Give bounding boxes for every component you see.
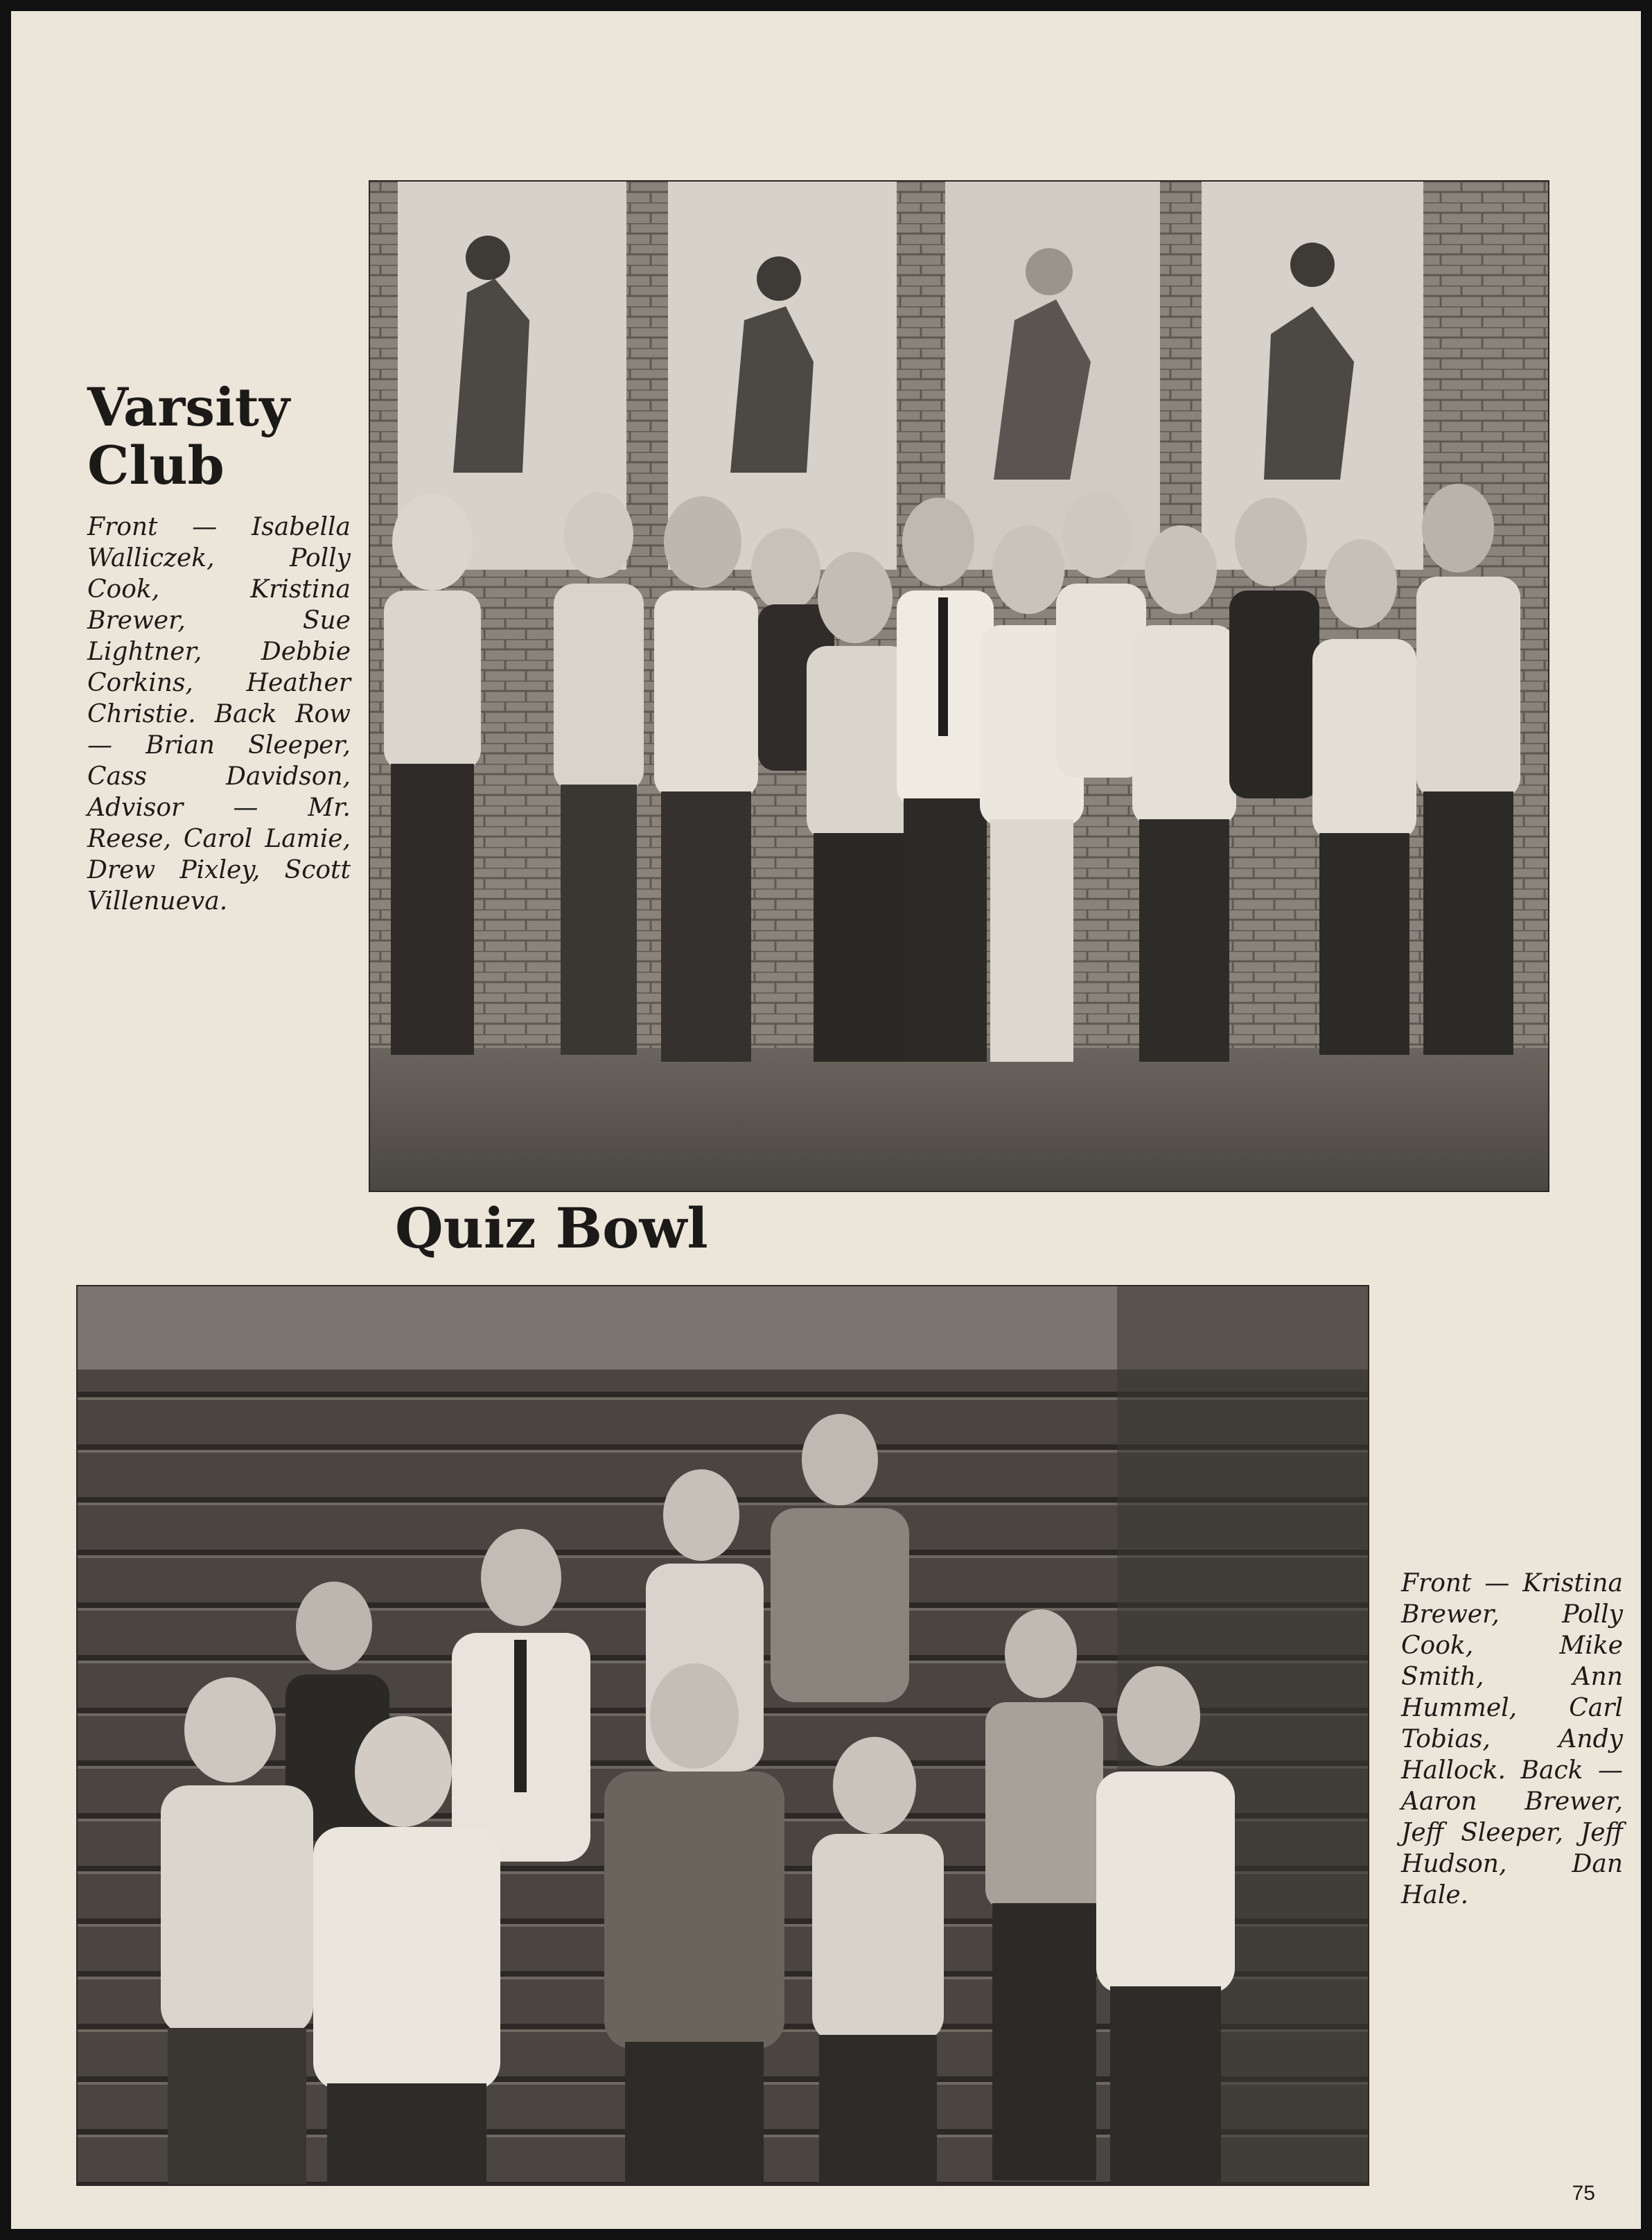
varsity-club-title: Varsity Club: [87, 376, 290, 496]
varsity-club-photo: [369, 180, 1549, 1192]
quiz-bowl-caption: Front — Kristina Brewer, Polly Cook, Mike Smith, Ann Hummel, Carl Tobias, Andy Hallock. Back — Aaron Brewer, Jeff Sleeper, Jeff Hudson, Dan Hale.: [1401, 1569, 1623, 1909]
yearbook-page: [11, 11, 1641, 2229]
quiz-bowl-photo-image: [78, 1286, 1368, 2185]
quiz-bowl-title: Quiz Bowl: [395, 1196, 708, 1261]
quiz-bowl-photo: [76, 1285, 1369, 2186]
varsity-club-photo-image: [370, 182, 1548, 1191]
varsity-club-caption: Front — Isabella Walliczek, Polly Cook, Kristina Brewer, Sue Lightner, Debbie Corkins, Heather Christie. Back Row — Brian Sleeper, Cass Davidson, Advisor — Mr. Reese, Carol Lamie, Drew Pixley, Scott Villenueva.: [87, 513, 351, 916]
page-number: 75: [1572, 2182, 1595, 2205]
